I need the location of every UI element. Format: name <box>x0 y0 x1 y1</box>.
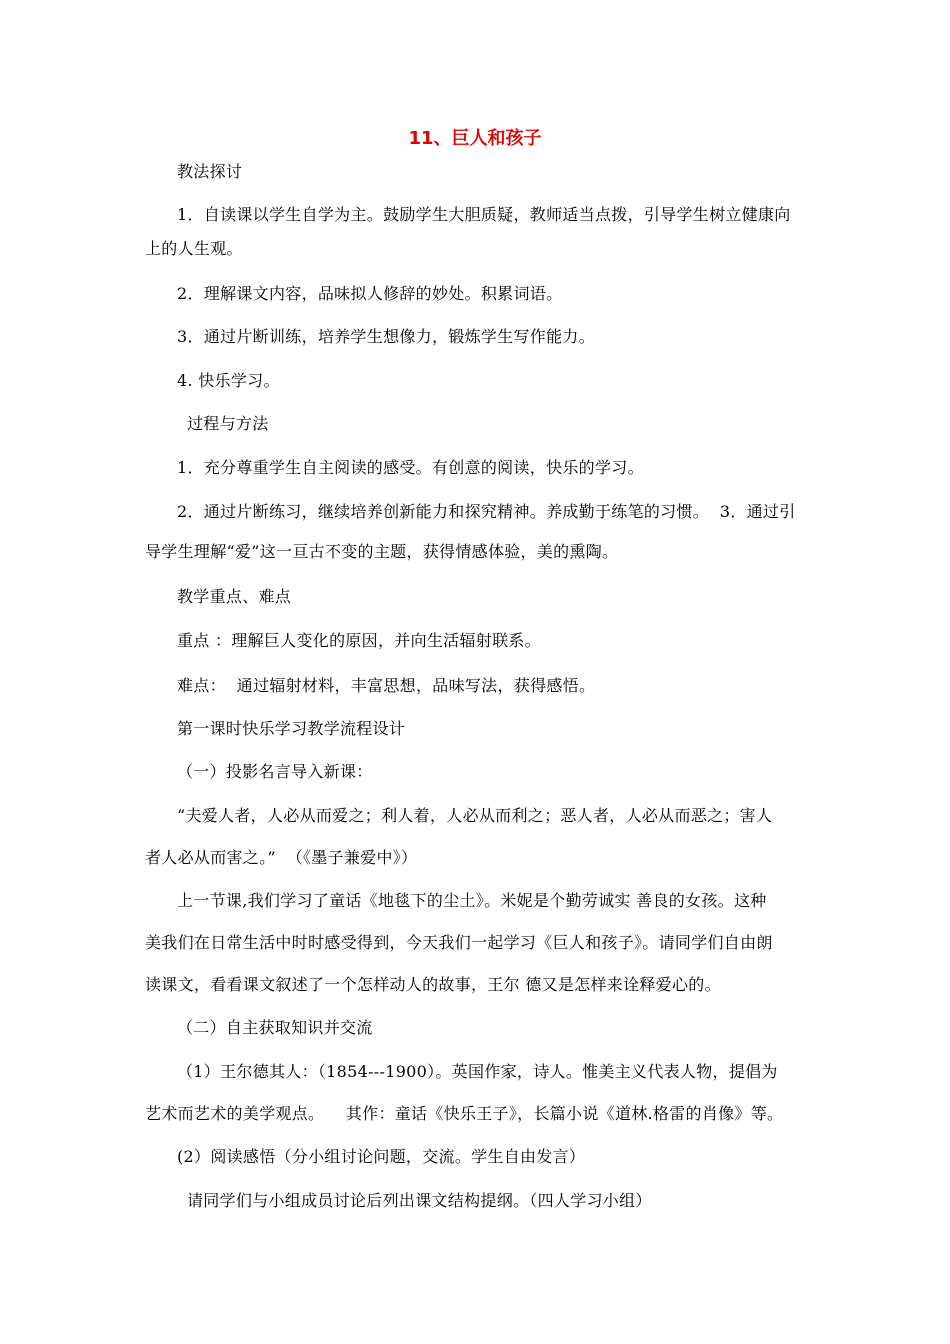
paragraph-line: 3．通过片断训练，培养学生想像力，锻炼学生写作能力。 <box>177 327 595 346</box>
paragraph-line: 重点 ：理解巨人变化的原因，并向生活辐射联系。 <box>177 631 541 650</box>
paragraph-line: 2．通过片断练习，继续培养创新能力和探究精神。养成勤于练笔的习惯。 3．通过引 <box>177 502 796 521</box>
paragraph-line: （二）自主获取知识并交流 <box>177 1018 373 1037</box>
page-title: 11、巨人和孩子 <box>408 128 542 149</box>
paragraph-line: 2．理解课文内容，品味拟人修辞的妙处。积累词语。 <box>177 284 563 303</box>
paragraph-line: （1）王尔德其人：（1854---1900）。英国作家，诗人。惟美主义代表人物，提倡为 <box>177 1062 778 1081</box>
paragraph-line: “夫爱人者，人必从而爱之；利人着，人必从而利之；恶人者，人必从而恶之；害人 <box>177 806 773 825</box>
section-heading-process-method: 过程与方法 <box>187 414 269 433</box>
paragraph-line: 者人必从而害之。” （《墨子兼爱中》） <box>145 848 418 867</box>
paragraph-line: 4. 快乐学习。 <box>177 371 280 390</box>
paragraph-line: 1．充分尊重学生自主阅读的感受。有创意的阅读，快乐的学习。 <box>177 458 644 477</box>
section-heading-lesson-one: 第一课时快乐学习教学流程设计 <box>177 719 406 738</box>
paragraph-line: 上的人生观。 <box>145 239 243 258</box>
paragraph-line: 美我们在日常生活中时时感受得到，今天我们一起学习《巨人和孩子》。请同学们自由朗 <box>145 933 773 952</box>
paragraph-line: (2）阅读感悟（分小组讨论问题，交流。学生自由发言） <box>177 1147 586 1166</box>
paragraph-line: 难点： 通过辐射材料，丰富思想，品味写法，获得感悟。 <box>177 676 596 695</box>
paragraph-line: 1．自读课以学生自学为主。鼓励学生大胆质疑，教师适当点拨，引导学生树立健康向 <box>177 205 791 224</box>
paragraph-line: 请同学们与小组成员讨论后列出课文结构提纲。（四人学习小组） <box>187 1191 652 1210</box>
section-heading-teaching-method: 教法探讨 <box>177 162 243 181</box>
paragraph-line: 艺术而艺术的美学观点。 其作：童话《快乐王子》，长篇小说《道林.格雷的肖像》等。 <box>145 1104 784 1123</box>
paragraph-line: 导学生理解“爱”这一亘古不变的主题，获得情感体验，美的熏陶。 <box>145 542 619 561</box>
paragraph-line: 读课文，看看课文叙述了一个怎样动人的故事，王尔 德又是怎样来诠释爱心的。 <box>145 975 721 994</box>
paragraph-line: （一）投影名言导入新课： <box>177 762 373 781</box>
section-heading-key-points: 教学重点、难点 <box>177 587 292 606</box>
paragraph-line: 上一节课,我们学习了童话《地毯下的尘土》。米妮是个勤劳诚实 善良的女孩。这种 <box>177 891 767 910</box>
